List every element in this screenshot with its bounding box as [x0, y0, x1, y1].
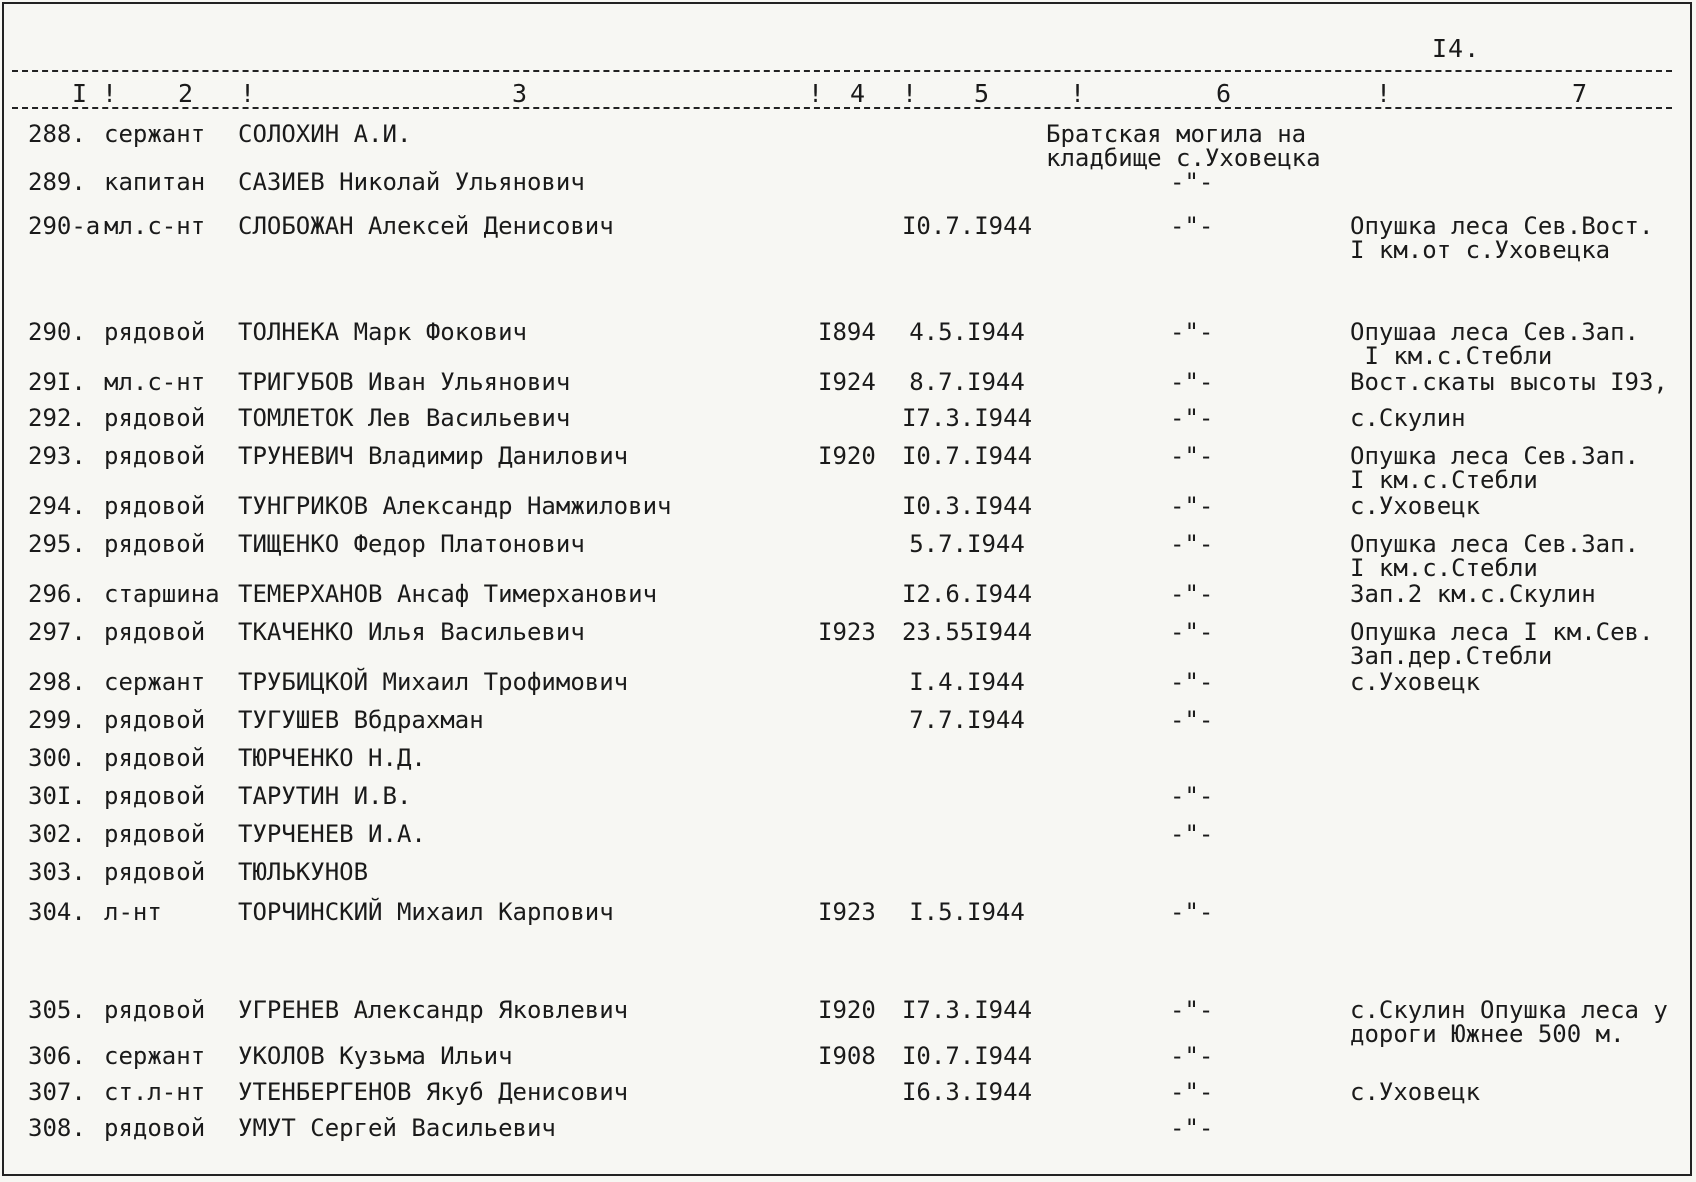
col-header-5: 5 — [974, 79, 990, 108]
col-separator: ! — [808, 79, 824, 108]
record-number: 306. — [28, 1042, 86, 1070]
col-separator: ! — [102, 79, 118, 108]
record-place: с.Уховецк — [1350, 1078, 1481, 1106]
record-death-date: I0.7.I944 — [901, 1042, 1033, 1070]
table-row — [4, 996, 1694, 1048]
record-burial-ditto: -"- — [1170, 168, 1214, 196]
record-death-date: I.5.I944 — [909, 898, 1025, 926]
record-death-date: I6.3.I944 — [901, 1078, 1033, 1106]
table-row — [4, 212, 1694, 264]
record-rank: рядовой — [104, 530, 206, 558]
record-rank: рядовой — [104, 318, 206, 346]
table-row — [4, 370, 1694, 400]
record-birth-year: I894 — [818, 318, 876, 346]
record-name: УКОЛОВ Кузьма Ильич — [238, 1042, 513, 1070]
record-burial-ditto: -"- — [1170, 212, 1214, 240]
record-death-date: I7.3.I944 — [901, 404, 1033, 432]
record-number: 308. — [28, 1114, 86, 1142]
record-death-date: I0.7.I944 — [901, 442, 1033, 470]
col-header-7: 7 — [1572, 79, 1588, 108]
record-death-date: I.4.I944 — [909, 668, 1025, 696]
record-burial-ditto: -"- — [1170, 492, 1214, 520]
record-name: САЗИЕВ Николай Ульянович — [238, 168, 585, 196]
record-burial-ditto: -"- — [1170, 1042, 1214, 1070]
record-rank: ст.л-нт — [104, 1078, 206, 1106]
record-death-date: 23.55I944 — [901, 618, 1033, 646]
record-burial-ditto: -"- — [1170, 898, 1214, 926]
record-name: ТИЩЕНКО Федор Платонович — [238, 530, 585, 558]
record-place: Опушка леса I км.Сев. Зап.дер.Стебли — [1350, 618, 1654, 670]
header-bottom-rule — [12, 107, 1672, 109]
record-rank: старшина — [104, 580, 220, 608]
record-place: с.Скулин — [1350, 404, 1466, 432]
record-rank: рядовой — [104, 404, 206, 432]
table-row — [4, 170, 1694, 200]
record-rank: мл.с-нт — [104, 212, 206, 240]
record-burial-ditto: -"- — [1170, 668, 1214, 696]
record-death-date: I0.7.I944 — [901, 212, 1033, 240]
table-row — [4, 122, 1694, 152]
record-place: Зап.2 км.с.Скулин — [1350, 580, 1596, 608]
record-death-date: I2.6.I944 — [901, 580, 1033, 608]
record-death-date: I0.3.I944 — [901, 492, 1033, 520]
record-rank: рядовой — [104, 858, 206, 886]
record-burial-ditto: -"- — [1170, 618, 1214, 646]
record-burial-ditto: -"- — [1170, 404, 1214, 432]
record-name: ТОРЧИНСКИЙ Михаил Карпович — [238, 898, 614, 926]
record-rank: л-нт — [104, 898, 162, 926]
col-separator: ! — [902, 79, 918, 108]
record-rank: рядовой — [104, 618, 206, 646]
record-burial-ditto: -"- — [1170, 580, 1214, 608]
record-number: 296. — [28, 580, 86, 608]
record-rank: рядовой — [104, 706, 206, 734]
record-number: 298. — [28, 668, 86, 696]
record-number: 289. — [28, 168, 86, 196]
record-birth-year: I923 — [818, 898, 876, 926]
record-rank: рядовой — [104, 442, 206, 470]
document-page — [2, 2, 1692, 1176]
record-number: 307. — [28, 1078, 86, 1106]
header-top-rule — [12, 70, 1672, 72]
record-rank: сержант — [104, 120, 206, 148]
record-place: Опушка леса Сев.Зап. I км.с.Стебли — [1350, 530, 1639, 582]
record-number: 295. — [28, 530, 86, 558]
record-number: 294. — [28, 492, 86, 520]
record-name: ТЕМЕРХАНОВ Ансаф Тимерханович — [238, 580, 658, 608]
record-burial-ditto: -"- — [1170, 1114, 1214, 1142]
record-number: 290. — [28, 318, 86, 346]
record-number: 303. — [28, 858, 86, 886]
record-place: с.Уховецк — [1350, 492, 1481, 520]
record-name: УГРЕНЕВ Александр Яковлевич — [238, 996, 629, 1024]
record-burial-ditto: -"- — [1170, 1078, 1214, 1106]
col-separator: ! — [1070, 79, 1086, 108]
record-rank: рядовой — [104, 1114, 206, 1142]
record-rank: рядовой — [104, 492, 206, 520]
record-name: ТКАЧЕНКО Илья Васильевич — [238, 618, 585, 646]
record-name: ТЮЛЬКУНОВ — [238, 858, 369, 886]
record-name: ТРИГУБОВ Иван Ульянович — [238, 368, 571, 396]
record-rank: мл.с-нт — [104, 368, 206, 396]
record-burial-ditto: -"- — [1170, 782, 1214, 810]
record-number: 305. — [28, 996, 86, 1024]
record-name: УТЕНБЕРГЕНОВ Якуб Денисович — [238, 1078, 629, 1106]
table-row — [4, 618, 1694, 670]
col-separator: ! — [1376, 79, 1392, 108]
record-place: с.Уховецк — [1350, 668, 1481, 696]
record-birth-year: I920 — [818, 996, 876, 1024]
page-number: I4. — [1432, 34, 1481, 63]
record-birth-year: I908 — [818, 1042, 876, 1070]
col-header-6: 6 — [1216, 79, 1232, 108]
record-place: Опушка леса Сев.Зап. I км.с.Стебли — [1350, 442, 1639, 494]
table-row — [4, 670, 1694, 700]
record-number: 300. — [28, 744, 86, 772]
record-name: ТРУНЕВИЧ Владимир Данилович — [238, 442, 629, 470]
record-name: СЛОБОЖАН Алексей Денисович — [238, 212, 614, 240]
col-header-4: 4 — [850, 79, 866, 108]
record-number: 29I. — [28, 368, 86, 396]
record-number: 293. — [28, 442, 86, 470]
table-row — [4, 1116, 1694, 1146]
record-rank: капитан — [104, 168, 206, 196]
table-row — [4, 494, 1694, 524]
col-separator: ! — [240, 79, 256, 108]
table-row — [4, 530, 1694, 582]
record-place: Опушка леса Сев.Вост. I км.от с.Уховецка — [1350, 212, 1654, 264]
record-rank: рядовой — [104, 744, 206, 772]
table-row — [4, 442, 1694, 494]
table-row — [4, 708, 1694, 738]
record-burial-ditto: -"- — [1170, 530, 1214, 558]
table-row — [4, 582, 1694, 612]
record-death-date: 5.7.I944 — [909, 530, 1025, 558]
record-name: УМУТ Сергей Васильевич — [238, 1114, 556, 1142]
record-birth-year: I923 — [818, 618, 876, 646]
record-burial-ditto: -"- — [1170, 318, 1214, 346]
record-burial-ditto: -"- — [1170, 706, 1214, 734]
record-number: 304. — [28, 898, 86, 926]
record-burial-ditto: -"- — [1170, 442, 1214, 470]
record-name: ТЮРЧЕНКО Н.Д. — [238, 744, 426, 772]
record-number: 297. — [28, 618, 86, 646]
col-header-3: 3 — [512, 79, 528, 108]
col-header-1: I — [72, 79, 88, 108]
record-rank: сержант — [104, 1042, 206, 1070]
record-name: СОЛОХИН А.И. — [238, 120, 412, 148]
record-burial-ditto: -"- — [1170, 996, 1214, 1024]
table-row — [4, 318, 1694, 370]
record-name: ТАРУТИН И.В. — [238, 782, 412, 810]
record-place: с.Скулин Опушка леса у дороги Южнее 500 м. — [1350, 996, 1668, 1048]
record-rank: рядовой — [104, 820, 206, 848]
col-header-2: 2 — [178, 79, 194, 108]
table-row — [4, 860, 1694, 890]
record-name: ТРУБИЦКОЙ Михаил Трофимович — [238, 668, 629, 696]
record-name: ТОЛНЕКА Марк Фокович — [238, 318, 527, 346]
record-rank: сержант — [104, 668, 206, 696]
record-name: ТУНГРИКОВ Александр Намжилович — [238, 492, 672, 520]
record-death-date: 8.7.I944 — [909, 368, 1025, 396]
record-number: 292. — [28, 404, 86, 432]
record-rank: рядовой — [104, 996, 206, 1024]
record-number: 299. — [28, 706, 86, 734]
table-row — [4, 784, 1694, 814]
table-row — [4, 822, 1694, 852]
record-birth-year: I920 — [818, 442, 876, 470]
record-name: ТУГУШЕВ Вбдрахман — [238, 706, 484, 734]
table-row — [4, 406, 1694, 436]
table-row — [4, 1080, 1694, 1110]
record-death-date: 7.7.I944 — [909, 706, 1025, 734]
table-row — [4, 900, 1694, 930]
record-rank: рядовой — [104, 782, 206, 810]
record-burial-ditto: -"- — [1170, 820, 1214, 848]
record-place: Опушаа леса Сев.Зап. I км.с.Стебли — [1350, 318, 1639, 370]
record-number: 30I. — [28, 782, 86, 810]
record-name: ТУРЧЕНЕВ И.А. — [238, 820, 426, 848]
burial-place-note: Братская могила на кладбище с.Уховецка — [1046, 120, 1321, 172]
record-number: 290-а — [28, 212, 101, 240]
record-number: 302. — [28, 820, 86, 848]
record-death-date: I7.3.I944 — [901, 996, 1033, 1024]
record-birth-year: I924 — [818, 368, 876, 396]
table-row — [4, 746, 1694, 776]
table-row — [4, 1044, 1694, 1074]
record-burial-ditto: -"- — [1170, 368, 1214, 396]
record-number: 288. — [28, 120, 86, 148]
record-death-date: 4.5.I944 — [909, 318, 1025, 346]
record-place: Вост.скаты высоты I93, — [1350, 368, 1668, 396]
record-name: ТОМЛЕТОК Лев Васильевич — [238, 404, 571, 432]
